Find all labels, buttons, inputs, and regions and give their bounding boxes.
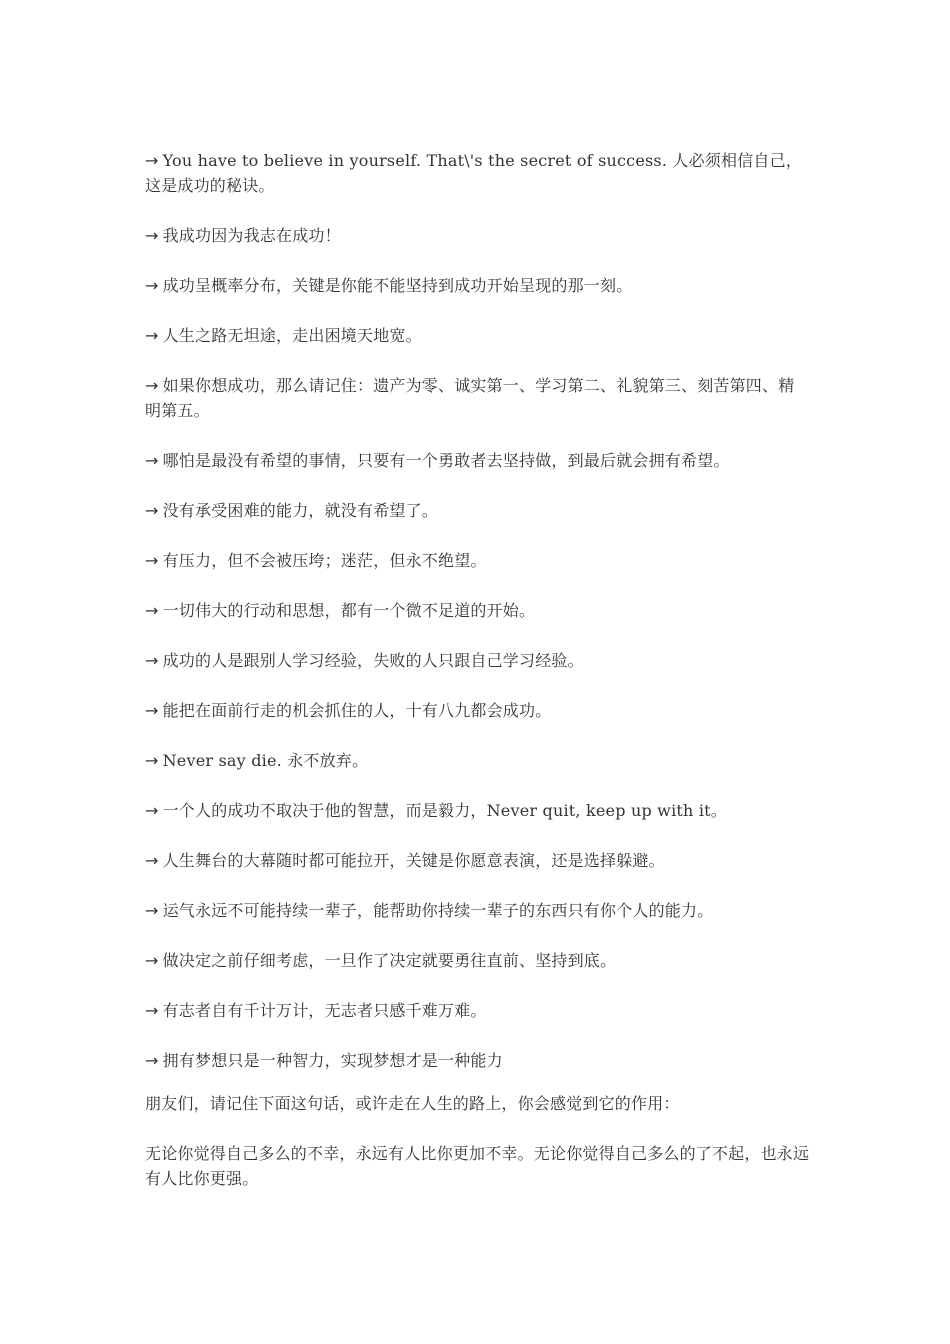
quote-text: 如果你想成功，那么请记住：遗产为零、诚实第一、学习第二、礼貌第三、刻苦第四、精明第五。	[145, 376, 795, 420]
quote-item	[145, 373, 810, 423]
quote-item	[145, 323, 810, 348]
closing-intro: 朋友们，请记住下面这句话，或许走在人生的路上，你会感觉到它的作用：	[145, 1094, 680, 1113]
quote-text: 有志者自有千计万计，无志者只感千难万难。	[162, 1001, 487, 1020]
arrow-icon: →	[145, 751, 159, 770]
arrow-icon: →	[145, 1051, 159, 1070]
arrow-icon: →	[145, 276, 159, 295]
quote-text: 一切伟大的行动和思想，都有一个微不足道的开始。	[162, 601, 536, 620]
arrow-icon: →	[145, 151, 159, 170]
quote-item	[145, 223, 810, 248]
quote-text: Never say die. 永不放弃。	[162, 751, 369, 770]
quote-item	[145, 748, 810, 773]
quote-item	[145, 598, 810, 623]
quote-item	[145, 848, 810, 873]
quote-item	[145, 798, 810, 823]
quote-item	[145, 948, 810, 973]
arrow-icon: →	[145, 701, 159, 720]
arrow-icon: →	[145, 501, 159, 520]
quote-text: 成功的人是跟别人学习经验，失败的人只跟自己学习经验。	[162, 651, 584, 670]
arrow-icon: →	[145, 901, 159, 920]
arrow-icon: →	[145, 851, 159, 870]
quote-item	[145, 648, 810, 673]
quote-item	[145, 1048, 810, 1073]
quote-text: 一个人的成功不取决于他的智慧，而是毅力，Never quit, keep up with it。	[162, 801, 727, 820]
quote-text: 没有承受困难的能力，就没有希望了。	[162, 501, 439, 520]
closing-quote: 无论你觉得自己多么的不幸，永远有人比你更加不幸。无论你觉得自己多么的了不起，也永远有人比你更强。	[145, 1144, 810, 1188]
arrow-icon: →	[145, 801, 159, 820]
arrow-icon: →	[145, 951, 159, 970]
quote-text: You have to believe in yourself. That\'s the secret of success. 人必须相信自己，这是成功的秘诀。	[145, 151, 802, 195]
quote-item	[145, 448, 810, 473]
quote-text: 做决定之前仔细考虑，一旦作了决定就要勇往直前、坚持到底。	[162, 951, 617, 970]
arrow-icon: →	[145, 226, 159, 245]
quote-text: 人生舞台的大幕随时都可能拉开，关键是你愿意表演，还是选择躲避。	[162, 851, 665, 870]
quote-item	[145, 548, 810, 573]
quote-text: 能把在面前行走的机会抓住的人，十有八九都会成功。	[162, 701, 552, 720]
quote-item	[145, 273, 810, 298]
arrow-icon: →	[145, 601, 159, 620]
quote-text: 哪怕是最没有希望的事情，只要有一个勇敢者去坚持做，到最后就会拥有希望。	[162, 451, 730, 470]
arrow-icon: →	[145, 651, 159, 670]
quote-text: 拥有梦想只是一种智力，实现梦想才是一种能力	[162, 1051, 503, 1070]
quote-item	[145, 898, 810, 923]
quote-text: 成功呈概率分布，关键是你能不能坚持到成功开始呈现的那一刻。	[162, 276, 633, 295]
arrow-icon: →	[145, 326, 159, 345]
quote-text: 我成功因为我志在成功！	[162, 226, 341, 245]
arrow-icon: →	[145, 376, 159, 395]
arrow-icon: →	[145, 1001, 159, 1020]
quote-item	[145, 698, 810, 723]
arrow-icon: →	[145, 551, 159, 570]
quote-item	[145, 498, 810, 523]
quote-item	[145, 998, 810, 1023]
quote-item	[145, 148, 810, 198]
arrow-icon: →	[145, 451, 159, 470]
quote-text: 人生之路无坦途，走出困境天地宽。	[162, 326, 422, 345]
document-body	[145, 148, 810, 1216]
quote-text: 运气永远不可能持续一辈子，能帮助你持续一辈子的东西只有你个人的能力。	[162, 901, 714, 920]
quote-text: 有压力，但不会被压垮；迷茫，但永不绝望。	[162, 551, 487, 570]
